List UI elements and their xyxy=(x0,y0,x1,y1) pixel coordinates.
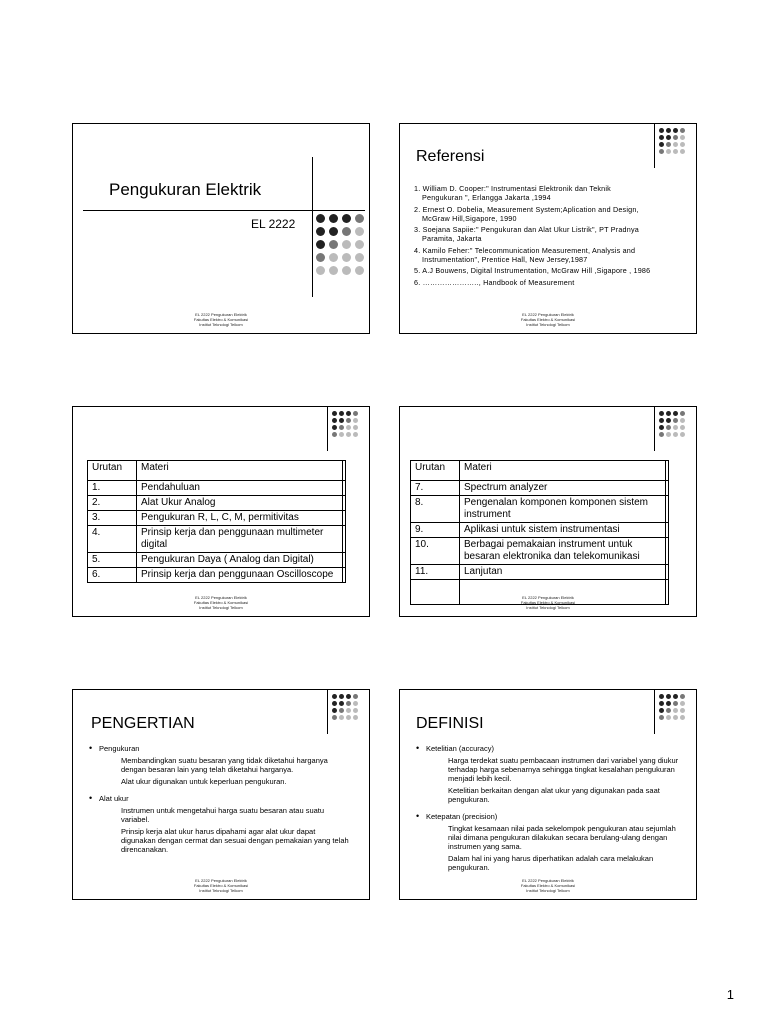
decorative-dot xyxy=(673,128,678,133)
slide-title xyxy=(72,123,370,334)
decorative-dots xyxy=(332,411,358,437)
decorative-dots xyxy=(332,694,358,720)
decorative-dot xyxy=(332,694,337,699)
bullet-paragraph: Membandingkan suatu besaran yang tidak diketahui harganya dengan besaran lain yang telah diketahui harganya. xyxy=(121,756,328,774)
bullet-paragraph: Prinsip kerja alat ukur harus dipahami agar alat ukur dapat digunakan dengan cermat dan sesuai dengan pemakaian yang telah direncanakan. xyxy=(121,827,349,854)
table-row: 3. Pengukuran R, L, C, M, permitivitas xyxy=(88,511,346,526)
divider-vertical xyxy=(654,124,655,168)
decorative-dot xyxy=(342,266,351,275)
reference-item: 1. William D. Cooper:" Instrumentasi Elektronik dan Teknik Pengukuran ", Erlangga Jakarta ,1994 xyxy=(414,184,611,203)
decorative-dot xyxy=(666,135,671,140)
decorative-dot xyxy=(659,708,664,713)
divider-vertical xyxy=(654,690,655,734)
decorative-dot xyxy=(659,715,664,720)
decorative-dot xyxy=(316,253,325,262)
decorative-dot xyxy=(342,227,351,236)
decorative-dot xyxy=(680,128,685,133)
decorative-dot xyxy=(680,432,685,437)
decorative-dot xyxy=(673,701,678,706)
slide-pengertian xyxy=(72,689,370,900)
slide-footer: EL 2222 Pengukuran Elektrik Fakultas Elektro & Komunikasi Institut Teknologi Telkom xyxy=(520,312,576,327)
decorative-dot xyxy=(342,214,351,223)
slide-title-text: Referensi xyxy=(416,148,485,165)
table-header-row: Urutan Materi xyxy=(411,461,669,481)
decorative-dot xyxy=(680,149,685,154)
bullet-paragraph: Harga terdekat suatu pembacaan instrumen dari variabel yang diukur terhadap harga sebenarnya sehingga tingkat kesalahan pengukuran menjadi lebih kecil. xyxy=(448,756,679,783)
reference-list xyxy=(414,184,684,289)
decorative-dot xyxy=(673,418,678,423)
reference-item: 3. Soejana Sapiie:" Pengukuran dan Alat Ukur Listrik", PT Pradnya Paramita, Jakarta xyxy=(414,225,639,244)
decorative-dot xyxy=(332,432,337,437)
decorative-dot xyxy=(353,701,358,706)
table-row: 1. Pendahuluan xyxy=(88,481,346,496)
decorative-dot xyxy=(342,253,351,262)
table-row: 5. Pengukuran Daya ( Analog dan Digital) xyxy=(88,553,346,568)
decorative-dot xyxy=(659,694,664,699)
decorative-dot xyxy=(342,240,351,249)
decorative-dot xyxy=(666,411,671,416)
bullet-item xyxy=(416,744,686,804)
decorative-dot xyxy=(332,411,337,416)
bullet-item xyxy=(416,812,686,872)
decorative-dot xyxy=(339,418,344,423)
reference-item: 6. ………………….., Handbook of Measurement xyxy=(414,277,575,287)
decorative-dot xyxy=(339,432,344,437)
table-row: 10. Berbagai pemakaian instrument untuk besaran elektronika dan telekomunikasi xyxy=(411,538,669,565)
decorative-dot xyxy=(329,266,338,275)
bullet-item xyxy=(89,794,351,854)
decorative-dot xyxy=(659,149,664,154)
decorative-dots xyxy=(659,411,685,437)
decorative-dot xyxy=(673,708,678,713)
decorative-dot xyxy=(659,425,664,430)
decorative-dot xyxy=(353,411,358,416)
decorative-dot xyxy=(329,227,338,236)
decorative-dot xyxy=(673,694,678,699)
reference-item: 4. Kamilo Feher:" Telecommunication Measurement, Analysis and Instrumentation", Prentice Hall, New Jersey,1987 xyxy=(414,245,636,265)
decorative-dot xyxy=(666,715,671,720)
materi-table xyxy=(410,460,669,605)
decorative-dot xyxy=(353,708,358,713)
slide-title-text: PENGERTIAN xyxy=(91,715,195,732)
decorative-dot xyxy=(355,227,364,236)
decorative-dot xyxy=(329,240,338,249)
decorative-dot xyxy=(673,715,678,720)
decorative-dot xyxy=(659,432,664,437)
decorative-dot xyxy=(346,701,351,706)
decorative-dot xyxy=(346,715,351,720)
divider-vertical xyxy=(654,407,655,451)
decorative-dot xyxy=(680,694,685,699)
decorative-dot xyxy=(680,701,685,706)
slide-title-text: DEFINISI xyxy=(416,715,484,732)
slide-footer: EL 2222 Pengukuran Elektrik Fakultas Elektro & Komunikasi Institut Teknologi Telkom xyxy=(520,595,576,610)
materi-table xyxy=(87,460,346,583)
decorative-dot xyxy=(666,432,671,437)
decorative-dot xyxy=(666,425,671,430)
bullet-head: Ketelitian (accuracy) xyxy=(426,744,494,753)
decorative-dot xyxy=(666,142,671,147)
divider-vertical xyxy=(327,407,328,451)
decorative-dot xyxy=(355,266,364,275)
bullet-list xyxy=(89,744,351,862)
decorative-dot xyxy=(332,425,337,430)
decorative-dot xyxy=(355,214,364,223)
decorative-dot xyxy=(316,227,325,236)
bullet-icon: • xyxy=(416,811,420,821)
decorative-dot xyxy=(316,240,325,249)
table-row: 8. Pengenalan komponen komponen sistem instrument xyxy=(411,496,669,523)
decorative-dot xyxy=(666,418,671,423)
bullet-item xyxy=(89,744,351,786)
decorative-dot xyxy=(339,411,344,416)
decorative-dot xyxy=(339,425,344,430)
bullet-paragraph: Tingkat kesamaan nilai pada sekelompok pengukuran atau sejumlah nilai dimana pengukuran dilakukan secara berulang-ulang dengan instrumen yang sama. xyxy=(448,824,676,851)
decorative-dot xyxy=(339,715,344,720)
divider-vertical xyxy=(312,157,313,297)
decorative-dot xyxy=(659,701,664,706)
decorative-dot xyxy=(346,418,351,423)
slide-definisi xyxy=(399,689,697,900)
decorative-dot xyxy=(355,253,364,262)
bullet-icon: • xyxy=(416,743,420,753)
decorative-dot xyxy=(353,694,358,699)
decorative-dot xyxy=(353,715,358,720)
page-number: 1 xyxy=(726,987,734,1002)
bullet-list xyxy=(416,744,686,880)
decorative-dot xyxy=(355,240,364,249)
decorative-dot xyxy=(346,425,351,430)
course-code: EL 2222 xyxy=(251,217,296,231)
bullet-paragraph: Dalam hal ini yang harus diperhatikan adalah cara melakukan pengukuran. xyxy=(448,854,654,872)
divider-vertical xyxy=(327,690,328,734)
bullet-paragraph: Ketelitian berkaitan dengan alat ukur yang digunakan pada saat pengukuran. xyxy=(448,786,660,804)
slide-title-text: Pengukuran Elektrik xyxy=(109,180,262,199)
divider-horizontal xyxy=(83,210,365,211)
decorative-dot xyxy=(353,432,358,437)
decorative-dot xyxy=(673,135,678,140)
table-row: 2. Alat Ukur Analog xyxy=(88,496,346,511)
decorative-dot xyxy=(659,142,664,147)
reference-item: 5. A.J Bouwens, Digital Instrumentation, McGraw Hill ,Sigapore , 1986 xyxy=(414,266,651,276)
decorative-dot xyxy=(680,135,685,140)
decorative-dot xyxy=(673,432,678,437)
slide-materi-1 xyxy=(72,406,370,617)
decorative-dot xyxy=(659,418,664,423)
slide-materi-2 xyxy=(399,406,697,617)
slide-footer: EL 2222 Pengukuran Elektrik Fakultas Elektro & Komunikasi Institut Teknologi Telkom xyxy=(193,595,249,610)
slide-footer: EL 2222 Pengukuran Elektrik Fakultas Elektro & Komunikasi Institut Teknologi Telkom xyxy=(520,878,576,893)
slide-footer: EL 2222 Pengukuran Elektrik Fakultas Elektro & Komunikasi Institut Teknologi Telkom xyxy=(193,312,249,327)
decorative-dot xyxy=(680,708,685,713)
decorative-dot xyxy=(316,214,325,223)
bullet-icon: • xyxy=(89,793,93,803)
decorative-dot xyxy=(659,411,664,416)
decorative-dot xyxy=(346,708,351,713)
bullet-head: Alat ukur xyxy=(99,794,129,803)
slide-footer: EL 2222 Pengukuran Elektrik Fakultas Elektro & Komunikasi Institut Teknologi Telkom xyxy=(193,878,249,893)
decorative-dot xyxy=(339,694,344,699)
decorative-dot xyxy=(659,128,664,133)
decorative-dots xyxy=(659,128,685,154)
decorative-dot xyxy=(666,708,671,713)
decorative-dot xyxy=(339,708,344,713)
bullet-paragraph: Alat ukur digunakan untuk keperluan pengukuran. xyxy=(121,777,287,786)
decorative-dot xyxy=(680,142,685,147)
decorative-dot xyxy=(353,425,358,430)
decorative-dot xyxy=(316,266,325,275)
table-row: 6. Prinsip kerja dan penggunaan Oscilloscope xyxy=(88,568,346,583)
decorative-dot xyxy=(329,253,338,262)
decorative-dot xyxy=(332,715,337,720)
decorative-dot xyxy=(332,708,337,713)
decorative-dot xyxy=(339,701,344,706)
decorative-dots xyxy=(316,214,364,275)
decorative-dot xyxy=(680,418,685,423)
decorative-dot xyxy=(673,142,678,147)
table-row: 7. Spectrum analyzer xyxy=(411,481,669,496)
decorative-dot xyxy=(666,694,671,699)
decorative-dot xyxy=(680,425,685,430)
decorative-dot xyxy=(680,411,685,416)
decorative-dot xyxy=(346,694,351,699)
decorative-dot xyxy=(332,418,337,423)
table-row: 9. Aplikasi untuk sistem instrumentasi xyxy=(411,523,669,538)
table-row: 11. Lanjutan xyxy=(411,565,669,580)
decorative-dot xyxy=(346,411,351,416)
decorative-dot xyxy=(666,701,671,706)
decorative-dot xyxy=(332,701,337,706)
bullet-paragraph: Instrumen untuk mengetahui harga suatu besaran atau suatu variabel. xyxy=(121,806,325,824)
table-row: 4. Prinsip kerja dan penggunaan multimeter digital xyxy=(88,526,346,553)
decorative-dot xyxy=(666,149,671,154)
decorative-dot xyxy=(673,425,678,430)
table-header-row: Urutan Materi xyxy=(88,461,346,481)
bullet-icon: • xyxy=(89,743,93,753)
decorative-dot xyxy=(673,149,678,154)
slide-referensi xyxy=(399,123,697,334)
decorative-dot xyxy=(346,432,351,437)
decorative-dot xyxy=(659,135,664,140)
decorative-dot xyxy=(680,715,685,720)
decorative-dot xyxy=(666,128,671,133)
decorative-dot xyxy=(353,418,358,423)
bullet-head: Ketepatan (precision) xyxy=(426,812,498,821)
decorative-dot xyxy=(673,411,678,416)
bullet-head: Pengukuran xyxy=(99,744,140,753)
reference-item: 2. Ernest O. Dobelia, Measurement System;Aplication and Design, McGraw Hill,Sigapore, 1990 xyxy=(414,204,639,223)
decorative-dot xyxy=(329,214,338,223)
decorative-dots xyxy=(659,694,685,720)
